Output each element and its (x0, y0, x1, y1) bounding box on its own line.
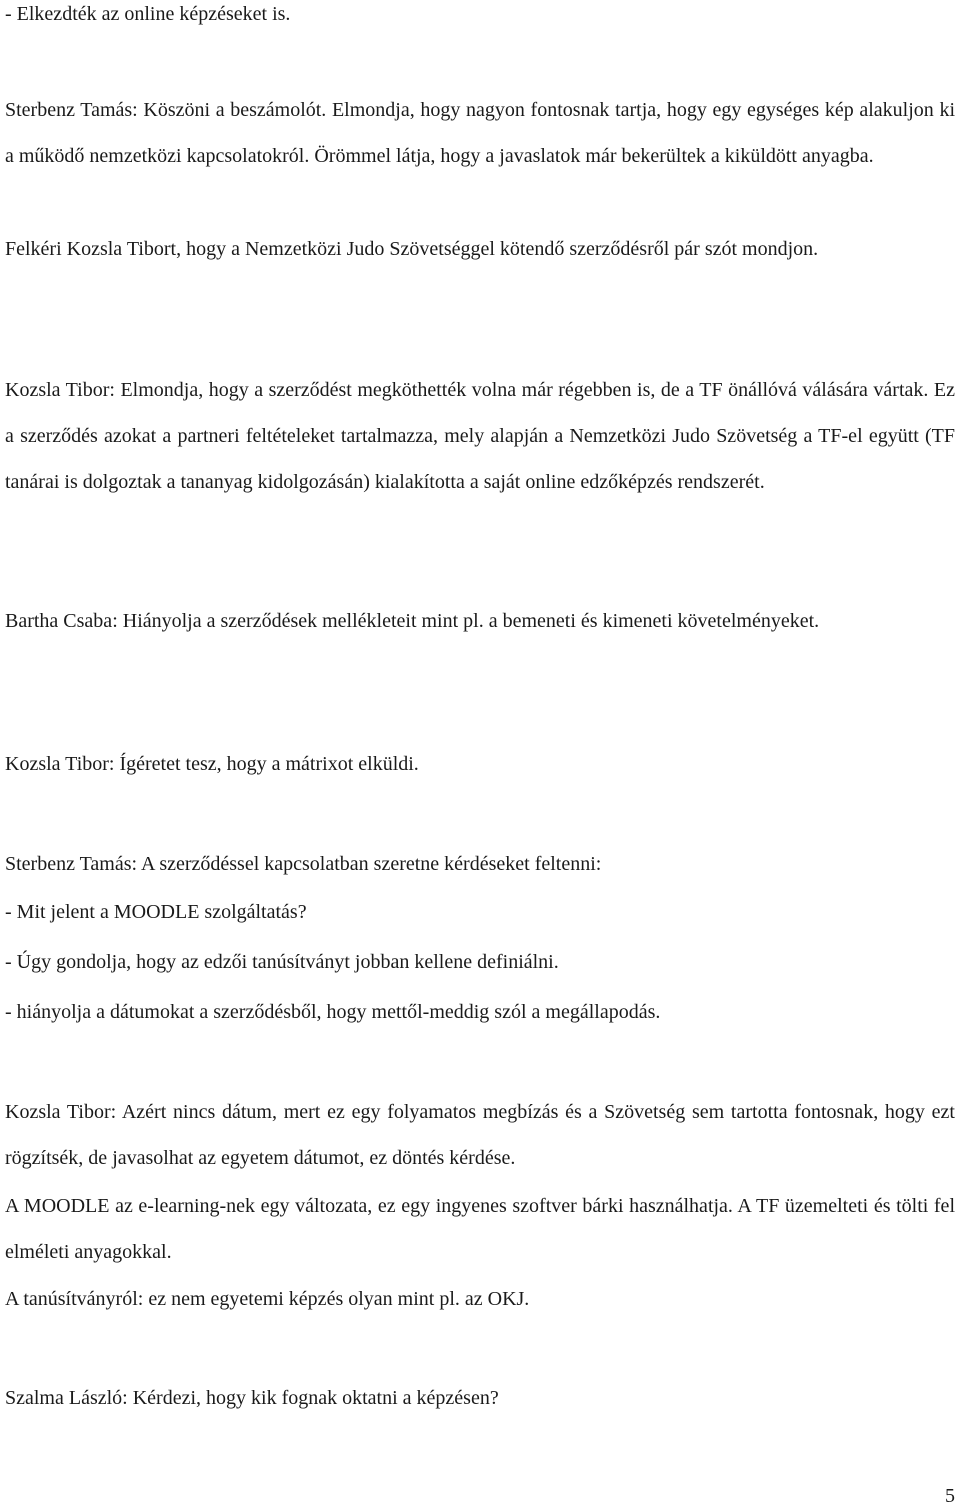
paragraph-sterbenz-questions: Sterbenz Tamás: A szerződéssel kapcsolatban szeretne kérdéseket feltenni: (5, 853, 602, 875)
paragraph-kozsla-promise: Kozsla Tibor: Ígéretet tesz, hogy a mátrixot elküldi. (5, 753, 419, 775)
list-item-moodle: - Mit jelent a MOODLE szolgáltatás? (5, 901, 307, 923)
paragraph-online-trainings: - Elkezdték az online képzéseket is. (5, 3, 291, 25)
list-item-dates: - hiányolja a dátumokat a szerződésből, hogy mettől-meddig szól a megállapodás. (5, 1001, 661, 1023)
list-item-certificate: - Úgy gondolja, hogy az edzői tanúsítványt jobban kellene definiálni. (5, 951, 559, 973)
paragraph-bartha-annexes: Bartha Csaba: Hiányolja a szerződések mellékleteit mint pl. a bemeneti és kimeneti követelményeket. (5, 610, 820, 632)
paragraph-moodle-explanation: A MOODLE az e-learning-nek egy változata, ez egy ingyenes szoftver bárki használhatja. A TF üzemelteti és tölti fel elméleti anyagokkal. (5, 1195, 955, 1263)
paragraph-request-kozsla: Felkéri Kozsla Tibort, hogy a Nemzetközi Judo Szövetséggel kötendő szerződésről pár szót mondjon. (5, 238, 819, 260)
paragraph-kozsla-contract: Kozsla Tibor: Elmondja, hogy a szerződést megköthették volna már régebben is, de a TF önállóvá válására vártak. Ez a szerződés azokat a partneri feltételeket tartalmazza, mely alapján a Nemzetközi Judo Szövetség a TF-el együtt (TF tanárai is dolgoztak a tananyag kidolgozásán) kialakította a saját online edzőképzés rendszerét. (5, 379, 955, 493)
paragraph-certificate-explanation: A tanúsítványról: ez nem egyetemi képzés olyan mint pl. az OKJ. (5, 1288, 530, 1310)
page-number: 5 (945, 1485, 955, 1507)
paragraph-sterbenz-report: Sterbenz Tamás: Köszöni a beszámolót. Elmondja, hogy nagyon fontosnak tartja, hogy egy egységes kép alakuljon ki a működő nemzetközi kapcsolatokról. Örömmel látja, hogy a javaslatok már bekerültek a kiküldött anyagba. (5, 99, 955, 167)
paragraph-szalma-question: Szalma László: Kérdezi, hogy kik fognak oktatni a képzésen? (5, 1387, 499, 1409)
paragraph-kozsla-dates: Kozsla Tibor: Azért nincs dátum, mert ez egy folyamatos megbízás és a Szövetség sem tartotta fontosnak, hogy ezt rögzítsék, de javasolhat az egyetem dátumot, ez döntés kérdése. (5, 1101, 955, 1169)
